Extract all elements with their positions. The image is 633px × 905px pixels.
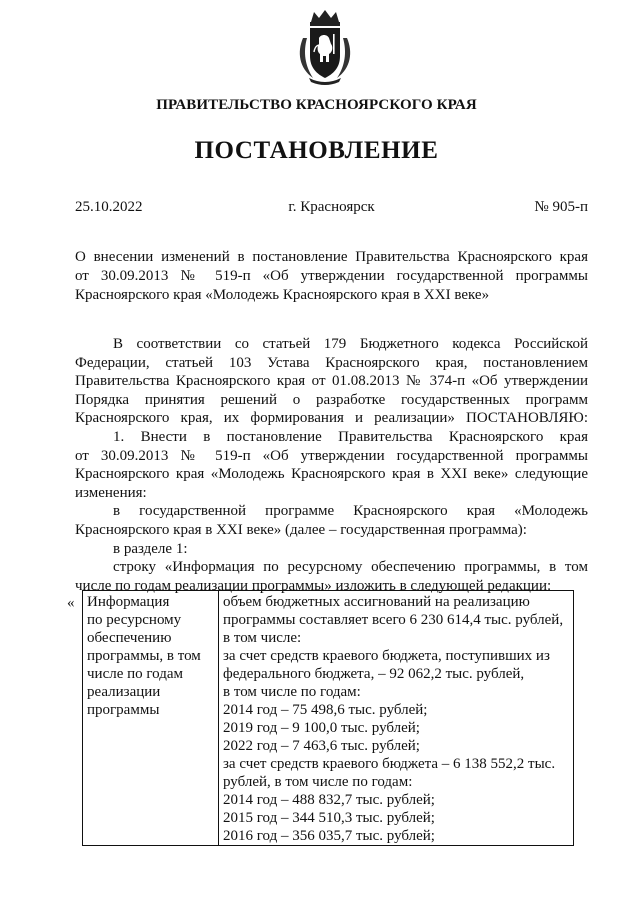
coat-of-arms-emblem	[295, 8, 355, 86]
label-line: обеспечению	[87, 630, 172, 646]
body-line: 1. Внести в постановление Правительства Красноярского края	[113, 428, 588, 445]
value-line: рублей, в том числе по годам:	[223, 774, 413, 790]
document-body	[75, 335, 588, 595]
body-line: в государственной программе Красноярского края «Молодежь	[113, 503, 588, 520]
value-line: 2014 год – 488 832,7 тыс. рублей;	[223, 792, 435, 808]
value-line: за счет средств краевого бюджета, поступивших из	[223, 648, 550, 664]
document-number: № 905-п	[534, 199, 588, 215]
label-line: по ресурсному	[87, 612, 182, 628]
value-line: объем бюджетных ассигнований на реализацию	[223, 594, 530, 610]
body-line: строку «Информация по ресурсному обеспечению программы, в том	[113, 559, 588, 576]
subject-line: Красноярского края «Молодежь Красноярского края в XXI веке»	[75, 287, 490, 303]
table-row	[83, 591, 574, 846]
value-line: федерального бюджета, – 92 062,2 тыс. рублей,	[223, 666, 525, 682]
table-value-cell	[219, 591, 574, 846]
body-line: в разделе 1:	[113, 540, 188, 557]
value-line: в том числе:	[223, 630, 302, 646]
subject-line: от 30.09.2013 № 519-п «Об утверждении государственной программы	[75, 268, 588, 284]
body-line: Красноярского края «Молодежь Красноярского края в XXI веке» следующие	[75, 466, 588, 483]
body-line: Правительства Красноярского края от 01.08.2013 № 374-п «Об утверждении	[75, 373, 588, 390]
label-line: программы	[87, 702, 160, 718]
value-line: в том числе по годам:	[223, 684, 361, 700]
label-line: программы, в том	[87, 648, 201, 664]
value-line: за счет средств краевого бюджета – 6 138 552,2 тыс.	[223, 756, 556, 772]
body-line: числе по годам реализации программы» изложить в следующей редакции:	[75, 577, 552, 594]
body-line: изменения:	[75, 484, 147, 501]
body-line: Красноярского края, их формирования и реализации» ПОСТАНОВЛЯЮ:	[75, 410, 588, 427]
label-line: числе по годам	[87, 666, 184, 682]
opening-quote-mark: «	[67, 595, 75, 611]
body-line: Красноярского края в XXI веке» (далее – государственная программа):	[75, 521, 527, 538]
subject-line: О внесении изменений в постановление Правительства Красноярского края	[75, 249, 588, 265]
document-type-title: ПОСТАНОВЛЕНИЕ	[194, 137, 439, 164]
table-label-cell	[83, 591, 219, 846]
body-line: от 30.09.2013 № 519-п «Об утверждении государственной программы	[75, 447, 588, 464]
document-city: г. Красноярск	[288, 199, 375, 215]
value-line: 2016 год – 356 035,7 тыс. рублей;	[223, 828, 435, 844]
value-line: 2015 год – 344 510,3 тыс. рублей;	[223, 810, 435, 826]
label-line: реализации	[87, 684, 161, 700]
body-line: В соответствии со статьей 179 Бюджетного кодекса Российской	[113, 336, 588, 352]
value-line: 2014 год – 75 498,6 тыс. рублей;	[223, 702, 428, 718]
document-date: 25.10.2022	[75, 199, 143, 215]
value-line: программы составляет всего 6 230 614,4 тыс. рублей,	[223, 612, 564, 628]
value-line: 2019 год – 9 100,0 тыс. рублей;	[223, 720, 420, 736]
body-line: Федерации, статьей 103 Устава Красноярского края, постановлением	[75, 354, 588, 371]
value-line: 2022 год – 7 463,6 тыс. рублей;	[223, 738, 420, 754]
document-subject	[75, 248, 588, 305]
resource-info-table	[82, 590, 574, 846]
label-line: Информация	[87, 594, 170, 610]
government-title: ПРАВИТЕЛЬСТВО КРАСНОЯРСКОГО КРАЯ	[156, 97, 477, 113]
body-line: Порядка принятия решений о разработке государственных программ	[75, 391, 588, 408]
